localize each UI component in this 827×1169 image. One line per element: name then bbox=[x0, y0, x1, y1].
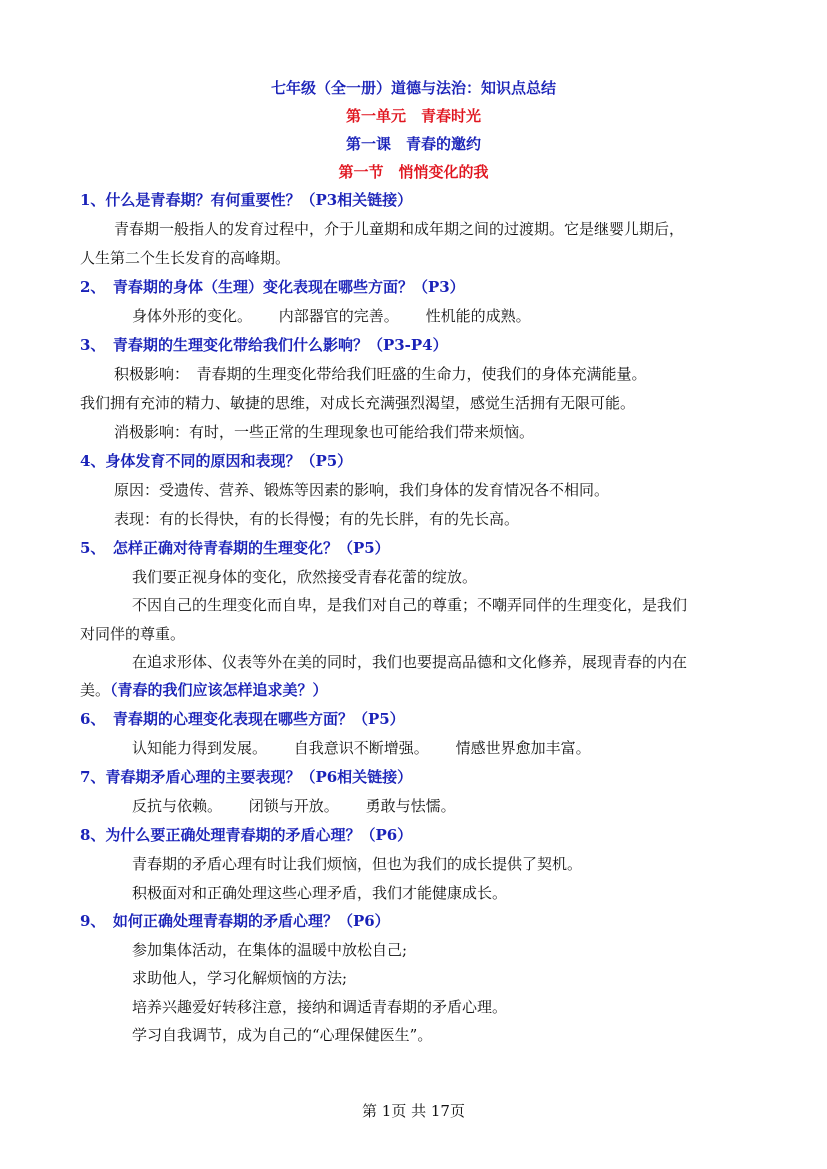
answer-4-line-2: 表现：有的长得快，有的长得慢；有的先长胖，有的先长高。 bbox=[114, 510, 520, 528]
answer-1-line-1: 青春期一般指人的发育过程中，介于儿童期和成年期之间的过渡期。它是继婴儿期后， bbox=[114, 220, 685, 238]
answer-5-note: （青春的我们应该怎样追求美？） bbox=[110, 681, 328, 699]
question-8: 8、为什么要正确处理青春期的矛盾心理？（P6） bbox=[80, 826, 413, 844]
lesson-title: 第一课 青春的邀约 bbox=[345, 135, 481, 153]
answer-3-line-2: 我们拥有充沛的精力、敏捷的思维，对成长充满强烈渴望，感觉生活拥有无限可能。 bbox=[80, 394, 636, 412]
question-5: 5、 怎样正确对待青春期的生理变化？（P5） bbox=[80, 539, 390, 557]
answer-4-line-1: 原因：受遗传、营养、锻炼等因素的影响，我们身体的发育情况各不相同。 bbox=[114, 481, 610, 499]
question-7: 7、青春期矛盾心理的主要表现？（P6相关链接） bbox=[80, 768, 413, 786]
page-number: 第 1页 共 17页 bbox=[362, 1102, 465, 1120]
answer-9-item: 学习自我调节，成为自己的“心理保健医生”。 bbox=[132, 1026, 433, 1044]
answer-7-item: 反抗与依赖。 bbox=[132, 797, 223, 815]
answer-5-line-5-text: 美。 bbox=[80, 681, 111, 699]
answer-2-item: 性机能的成熟。 bbox=[425, 307, 531, 325]
answer-2-item: 身体外形的变化。 bbox=[132, 307, 253, 325]
answer-3-line-3: 消极影响：有时，一些正常的生理现象也可能给我们带来烦恼。 bbox=[114, 423, 535, 441]
question-2: 2、 青春期的身体（生理）变化表现在哪些方面？（P3） bbox=[80, 278, 465, 296]
answer-3-line-1: 积极影响： 青春期的生理变化带给我们旺盛的生命力，使我们的身体充满能量。 bbox=[114, 365, 647, 383]
question-3: 3、 青春期的生理变化带给我们什么影响？（P3-P4） bbox=[80, 336, 448, 354]
question-4: 4、身体发育不同的原因和表现？（P5） bbox=[80, 452, 353, 470]
answer-8-line-1: 青春期的矛盾心理有时让我们烦恼，但也为我们的成长提供了契机。 bbox=[132, 855, 583, 873]
question-6: 6、 青春期的心理变化表现在哪些方面？（P5） bbox=[80, 710, 405, 728]
question-9: 9、 如何正确处理青春期的矛盾心理？（P6） bbox=[80, 912, 390, 930]
answer-5-line-4: 在追求形体、仪表等外在美的同时，我们也要提高品德和文化修养，展现青春的内在 bbox=[132, 653, 688, 671]
answer-7-item: 闭锁与开放。 bbox=[248, 797, 339, 815]
answer-8-line-2: 积极面对和正确处理这些心理矛盾，我们才能健康成长。 bbox=[132, 884, 508, 902]
answer-9-item: 参加集体活动，在集体的温暖中放松自己; bbox=[132, 941, 408, 959]
answer-6-item: 认知能力得到发展。 bbox=[132, 739, 268, 757]
answer-5-line-2: 不因自己的生理变化而自卑，是我们对自己的尊重；不嘲弄同伴的生理变化，是我们 bbox=[132, 596, 688, 614]
answer-7-item: 勇敢与怯懦。 bbox=[365, 797, 456, 815]
answer-6 bbox=[132, 738, 591, 758]
answer-6-item: 情感世界愈加丰富。 bbox=[455, 739, 591, 757]
unit-title: 第一单元 青春时光 bbox=[345, 107, 481, 125]
answer-9-item: 求助他人，学习化解烦恼的方法; bbox=[132, 969, 348, 987]
section-title: 第一节 悄悄变化的我 bbox=[338, 163, 489, 181]
document-title: 七年级（全一册）道德与法治：知识点总结 bbox=[270, 79, 556, 97]
answer-2-item: 内部器官的完善。 bbox=[278, 307, 399, 325]
question-1: 1、什么是青春期？有何重要性？（P3相关链接） bbox=[80, 191, 413, 209]
answer-7 bbox=[132, 796, 456, 816]
answer-5-line-5 bbox=[80, 680, 328, 700]
answer-1-line-2: 人生第二个生长发育的高峰期。 bbox=[80, 249, 291, 267]
answer-9-item: 培养兴趣爱好转移注意，接纳和调适青春期的矛盾心理。 bbox=[132, 998, 508, 1016]
answer-5-line-1: 我们要正视身体的变化，欣然接受青春花蕾的绽放。 bbox=[132, 568, 478, 586]
answer-2 bbox=[132, 306, 531, 326]
answer-6-item: 自我意识不断增强。 bbox=[293, 739, 429, 757]
answer-5-line-3: 对同伴的尊重。 bbox=[80, 625, 186, 643]
